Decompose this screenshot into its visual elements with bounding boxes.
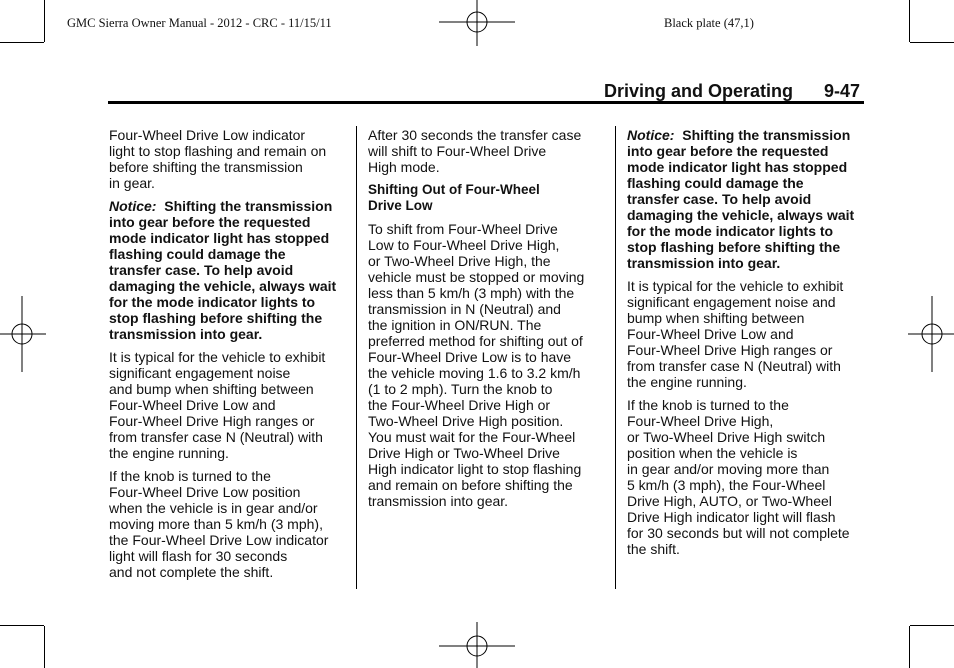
text-line: or Two-Wheel Drive High switch <box>627 429 826 445</box>
registration-mark-top <box>439 0 515 46</box>
text-line: less than 5 km/h (3 mph) with the <box>368 285 575 301</box>
crop-mark-bottom-left-v <box>44 626 45 668</box>
plate-info-right: Black plate (47,1) <box>664 16 754 30</box>
text-line: the ignition in ON/RUN. The <box>368 317 542 333</box>
text-line: position when the vehicle is <box>627 445 798 461</box>
text-line: Drive Low <box>368 198 433 213</box>
text-line: transmission into gear. <box>368 493 509 509</box>
crop-mark-bottom-right-v <box>909 626 910 668</box>
text-line: vehicle must be stopped or moving <box>368 269 585 285</box>
text-line: preferred method for shifting out of <box>368 333 583 349</box>
text-line: High indicator light to stop flashing <box>368 461 582 477</box>
subheading <box>368 182 600 214</box>
text-line: and not complete the shift. <box>109 564 274 580</box>
text-line: Four-Wheel Drive Low position <box>109 484 301 500</box>
crop-mark-bottom-right-h <box>910 625 954 626</box>
notice-text: Shifting the transmission <box>682 127 851 143</box>
text-line <box>109 198 349 214</box>
text-line: the engine running. <box>109 445 229 461</box>
text-line <box>627 127 867 143</box>
crop-mark-top-left-v <box>44 0 45 42</box>
text-line: bump when shifting between <box>627 310 805 326</box>
text-line: or Two-Wheel Drive High, the <box>368 253 551 269</box>
crop-mark-top-right-h <box>910 42 954 43</box>
running-header <box>604 81 860 102</box>
text-line: You must wait for the Four-Wheel <box>368 429 576 445</box>
text-line: Four-Wheel Drive Low and <box>109 397 276 413</box>
text-line: the engine running. <box>627 374 747 390</box>
text-line: will shift to Four-Wheel Drive <box>368 143 547 159</box>
text-line: flashing could damage the <box>109 246 286 262</box>
text-line: from transfer case N (Neutral) with <box>109 429 323 445</box>
column-divider <box>356 126 357 589</box>
text-line: light to stop flashing and remain on <box>109 143 327 159</box>
text-line: Four-Wheel Drive Low and <box>627 326 794 342</box>
text-column-2 <box>368 127 600 516</box>
text-line: the shift. <box>627 541 680 557</box>
text-line: for 30 seconds but will not complete <box>627 525 850 541</box>
text-line: It is typical for the vehicle to exhibit <box>109 349 326 365</box>
text-line: Low to Four-Wheel Drive High, <box>368 237 560 253</box>
text-line: Four-Wheel Drive Low indicator <box>109 127 306 143</box>
text-line: If the knob is turned to the <box>109 468 271 484</box>
text-line: Drive High or Two-Wheel Drive <box>368 445 560 461</box>
registration-mark-bottom <box>439 622 515 668</box>
crop-mark-bottom-left-h <box>0 625 44 626</box>
text-line: flashing could damage the <box>627 175 804 191</box>
text-line: damaging the vehicle, always wait <box>627 207 855 223</box>
notice-paragraph <box>109 198 349 342</box>
registration-mark-left <box>0 296 46 372</box>
header-rule <box>108 101 864 104</box>
text-line: To shift from Four-Wheel Drive <box>368 221 558 237</box>
crop-mark-top-right-v <box>909 0 910 42</box>
text-line: before shifting the transmission <box>109 159 303 175</box>
paragraph <box>368 221 600 509</box>
text-line: into gear before the requested <box>109 214 311 230</box>
text-line: moving more than 5 km/h (3 mph), <box>109 516 323 532</box>
paragraph <box>368 127 600 175</box>
column-divider <box>615 126 616 589</box>
text-line: transmission into gear. <box>109 326 263 342</box>
notice-paragraph <box>627 127 867 271</box>
notice-label: Notice: <box>627 127 675 143</box>
text-line: Drive High indicator light will flash <box>627 509 836 525</box>
section-title: Driving and Operating <box>604 81 794 101</box>
paragraph <box>627 278 867 390</box>
text-line: transfer case. To help avoid <box>627 191 812 207</box>
text-line: in gear. <box>109 175 155 191</box>
text-line: Four-Wheel Drive High, <box>627 413 774 429</box>
text-column-3 <box>627 127 867 564</box>
crop-mark-top-left-h <box>0 42 44 43</box>
text-line: for the mode indicator lights to <box>109 294 316 310</box>
text-line: and remain on before shifting the <box>368 477 573 493</box>
text-line: mode indicator light has stopped <box>627 159 848 175</box>
text-line: in gear and/or moving more than <box>627 461 830 477</box>
text-line: High mode. <box>368 159 440 175</box>
text-line: the Four-Wheel Drive Low indicator <box>109 532 329 548</box>
notice-label: Notice: <box>109 198 157 214</box>
text-line: and bump when shifting between <box>109 381 314 397</box>
text-line: Drive High, AUTO, or Two-Wheel <box>627 493 832 509</box>
text-line: significant engagement noise <box>109 365 291 381</box>
text-line: transfer case. To help avoid <box>109 262 294 278</box>
text-line: If the knob is turned to the <box>627 397 789 413</box>
text-line: After 30 seconds the transfer case <box>368 127 582 143</box>
text-line: stop flashing before shifting the <box>109 310 323 326</box>
text-line: stop flashing before shifting the <box>627 239 841 255</box>
notice-text: Shifting the transmission <box>164 198 333 214</box>
text-line: the vehicle moving 1.6 to 3.2 km/h <box>368 365 581 381</box>
text-line: It is typical for the vehicle to exhibit <box>627 278 844 294</box>
text-line: for the mode indicator lights to <box>627 223 834 239</box>
text-line: 5 km/h (3 mph), the Four-Wheel <box>627 477 826 493</box>
text-line: damaging the vehicle, always wait <box>109 278 337 294</box>
text-line: Shifting Out of Four-Wheel <box>368 182 540 197</box>
plate-info-left: GMC Sierra Owner Manual - 2012 - CRC - 11/15/11 <box>67 16 332 30</box>
paragraph <box>109 127 349 191</box>
text-line: mode indicator light has stopped <box>109 230 330 246</box>
text-line: Four-Wheel Drive High ranges or <box>109 413 315 429</box>
text-column-1 <box>109 127 349 587</box>
paragraph <box>109 349 349 461</box>
text-line: significant engagement noise and <box>627 294 836 310</box>
paragraph <box>109 468 349 580</box>
text-line: (1 to 2 mph). Turn the knob to <box>368 381 553 397</box>
page-number: 9-47 <box>824 81 861 101</box>
text-line: transmission into gear. <box>627 255 781 271</box>
registration-mark-right <box>908 296 954 372</box>
text-line: the Four-Wheel Drive High or <box>368 397 551 413</box>
text-line: from transfer case N (Neutral) with <box>627 358 841 374</box>
text-line: Two-Wheel Drive High position. <box>368 413 564 429</box>
text-line: into gear before the requested <box>627 143 829 159</box>
text-line: Four-Wheel Drive High ranges or <box>627 342 833 358</box>
text-line: transmission in N (Neutral) and <box>368 301 561 317</box>
paragraph <box>627 397 867 557</box>
text-line: Four-Wheel Drive Low is to have <box>368 349 572 365</box>
text-line: when the vehicle is in gear and/or <box>109 500 318 516</box>
text-line: light will flash for 30 seconds <box>109 548 288 564</box>
